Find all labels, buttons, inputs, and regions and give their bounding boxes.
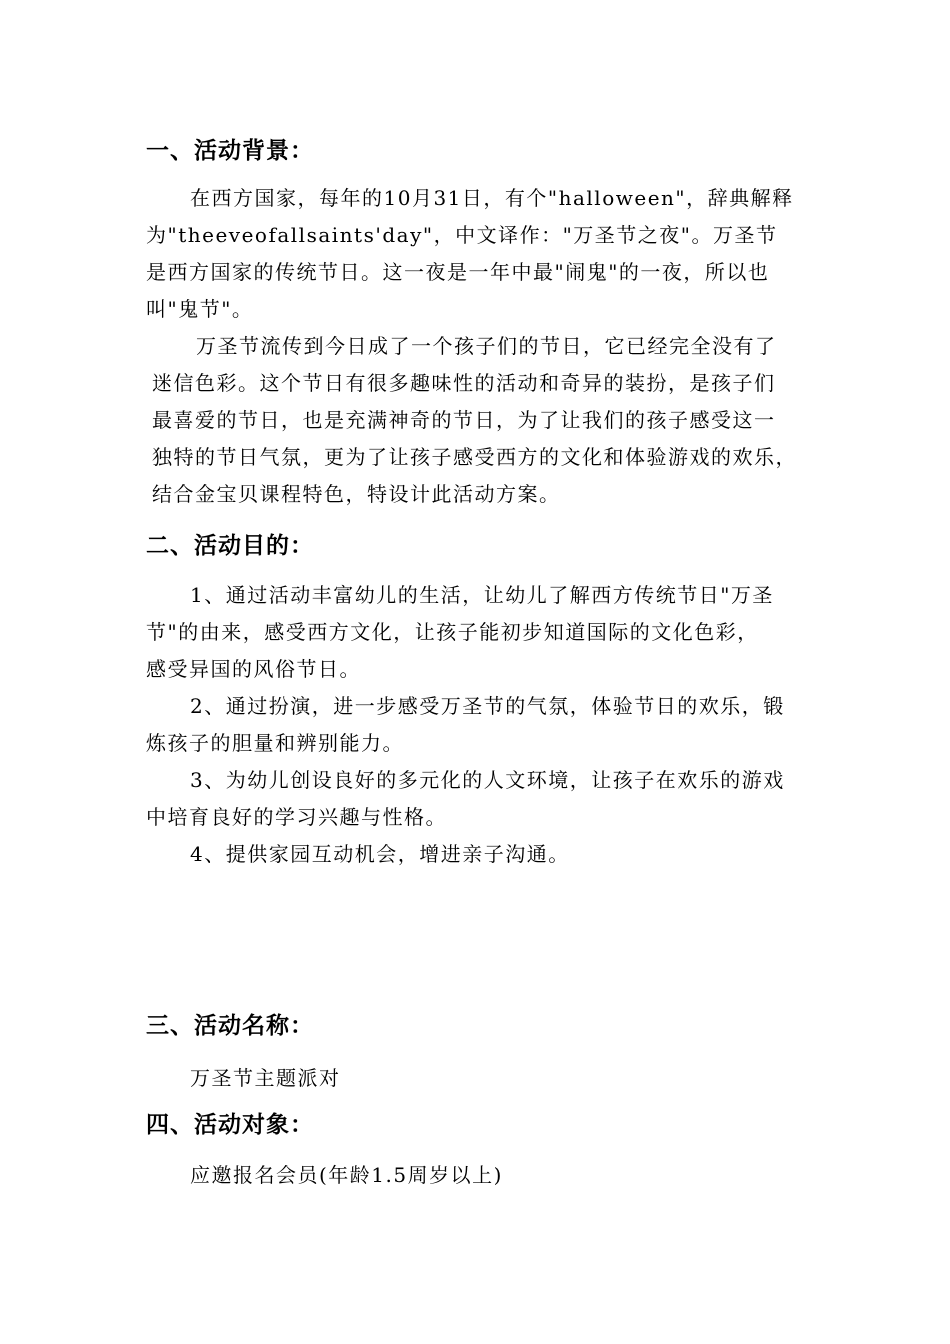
text-line: 中培育良好的学习兴趣与性格。 <box>146 805 447 829</box>
paragraph-activity-name <box>146 1060 341 1097</box>
paragraph-activity-audience <box>146 1157 503 1194</box>
text-line: 3、为幼儿创设良好的多元化的人文环境，让孩子在欢乐的游戏 <box>190 768 785 792</box>
paragraph-goal-4 <box>146 836 570 873</box>
section-heading-name: 三、活动名称： <box>146 1012 314 1039</box>
section-heading-background: 一、活动背景： <box>146 137 314 164</box>
text-line: 4、提供家园互动机会，增进亲子沟通。 <box>190 842 570 866</box>
text-line: 叫"鬼节"。 <box>146 297 254 321</box>
text-line: 最喜爱的节日，也是充满神奇的节日，为了让我们的孩子感受这一 <box>152 408 776 432</box>
text-line: 炼孩子的胆量和辨别能力。 <box>146 731 404 755</box>
paragraph-background-intro <box>146 180 794 328</box>
text-line: 结合金宝贝课程特色，特设计此活动方案。 <box>152 482 561 506</box>
text-line: 节"的由来，感受西方文化，让孩子能初步知道国际的文化色彩， <box>146 620 759 644</box>
paragraph-goal-2 <box>146 688 785 762</box>
paragraph-background-purpose <box>152 328 797 513</box>
text-line: 是西方国家的传统节日。这一夜是一年中最"闹鬼"的一夜，所以也 <box>146 260 770 284</box>
text-line: 应邀报名会员(年龄1.5周岁以上) <box>190 1163 503 1187</box>
paragraph-goal-1 <box>146 577 774 688</box>
text-line: 独特的节日气氛，更为了让孩子感受西方的文化和体验游戏的欢乐， <box>152 445 797 469</box>
text-line: 万圣节主题派对 <box>190 1066 341 1090</box>
text-line: 迷信色彩。这个节日有很多趣味性的活动和奇异的装扮，是孩子们 <box>152 371 776 395</box>
section-heading-audience: 四、活动对象： <box>146 1111 314 1138</box>
text-line: 在西方国家，每年的10月31日，有个"halloween"，辞典解释 <box>190 186 794 210</box>
section-heading-goals: 二、活动目的： <box>146 532 314 559</box>
text-line: 2、通过扮演，进一步感受万圣节的气氛，体验节日的欢乐，锻 <box>190 694 785 718</box>
text-line: 感受异国的风俗节日。 <box>146 657 361 681</box>
text-line: 为"theeveofallsaints'day"，中文译作："万圣节之夜"。万圣节 <box>146 223 778 247</box>
paragraph-goal-3 <box>146 762 785 836</box>
text-line: 万圣节流传到今日成了一个孩子们的节日，它已经完全没有了 <box>196 334 777 358</box>
text-line: 1、通过活动丰富幼儿的生活，让幼儿了解西方传统节日"万圣 <box>190 583 774 607</box>
